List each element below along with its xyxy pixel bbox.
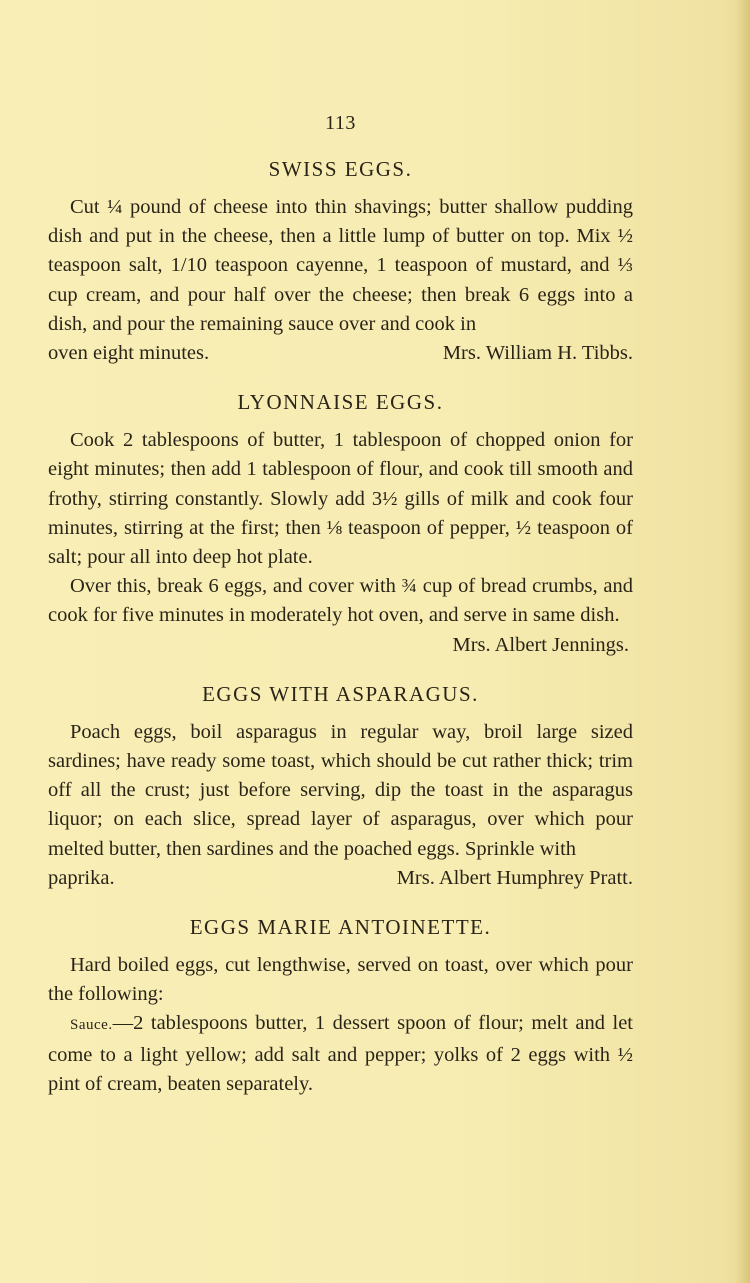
recipe-author: Mrs. William H. Tibbs. [442, 342, 633, 365]
recipe-paragraph: Over this, break 6 eggs, and cover with ¾ cup of bread crumbs, and cook for five minutes in moderately hot oven, and serve in same dish. [48, 575, 633, 627]
page-edge-shadow [736, 0, 750, 1283]
recipe-eggs-with-asparagus [48, 682, 633, 893]
recipe-paragraph: Cut ¼ pound of cheese into thin shavings; butter shallow pudding dish and put in the cheese, then a little lump of butter on top. Mix ½ teaspoon salt, 1/10 teaspoon cayenne, 1 teaspoon of mustard, and ⅓ cup cream, and pour half over the cheese; then break 6 eggs into a dish, and pour the remaining sauce over and cook in [48, 196, 633, 335]
closing-line [48, 864, 633, 893]
recipe-eggs-marie-antoinette [48, 915, 633, 1099]
recipe-paragraph: Hard boiled eggs, cut lengthwise, served on toast, over which pour the following: [48, 954, 633, 1006]
recipe-title: EGGS MARIE ANTOINETTE. [189, 915, 492, 940]
section-gap [48, 660, 633, 682]
recipe-author: Mrs. Albert Humphrey Pratt. [396, 866, 633, 889]
sauce-paragraph [48, 1009, 633, 1099]
section-gap [48, 368, 633, 390]
recipe-paragraph: Cook 2 tablespoons of butter, 1 tablespoon of chopped onion for eight minutes; then add 1 tablespoon of flour, and cook till smooth and frothy, stirring constantly. Slowly add 3½ gills of milk and cook four minutes, stirring at the first; then ⅛ teaspoon of pepper, ½ teaspoon of salt; pour all into deep hot plate. [48, 429, 633, 569]
sauce-label: Sauce. [70, 1017, 113, 1034]
section-gap [48, 893, 633, 915]
sauce-text: —2 tablespoons butter, 1 dessert spoon of flour; melt and let come to a light yellow; add salt and pepper; yolks of 2 eggs with ½ pint of cream, beaten separately. [48, 1012, 633, 1095]
recipe-last-line: paprika. [48, 866, 115, 889]
closing-line [48, 339, 633, 368]
recipe-swiss-eggs [48, 157, 633, 368]
recipe-lyonnaise-eggs [48, 390, 633, 660]
text-column [48, 112, 633, 1099]
recipe-title: EGGS WITH ASPARAGUS. [202, 681, 479, 706]
page-number: 113 [325, 112, 356, 134]
recipe-title: SWISS EGGS. [268, 157, 413, 181]
recipe-last-line: oven eight minutes. [48, 342, 210, 365]
recipe-author: Mrs. Albert Jennings. [452, 633, 629, 656]
recipe-title: LYONNAISE EGGS. [237, 390, 444, 415]
recipe-paragraph: Poach eggs, boil asparagus in regular way, broil large sized sardines; have ready some toast, which should be cut rather thick; trim off all the crust; just before serving, dip the toast in the asparagus liquor; on each slice, spread layer of asparagus, over which pour melted butter, then sardines and the poached eggs. Sprinkle with [48, 720, 633, 860]
